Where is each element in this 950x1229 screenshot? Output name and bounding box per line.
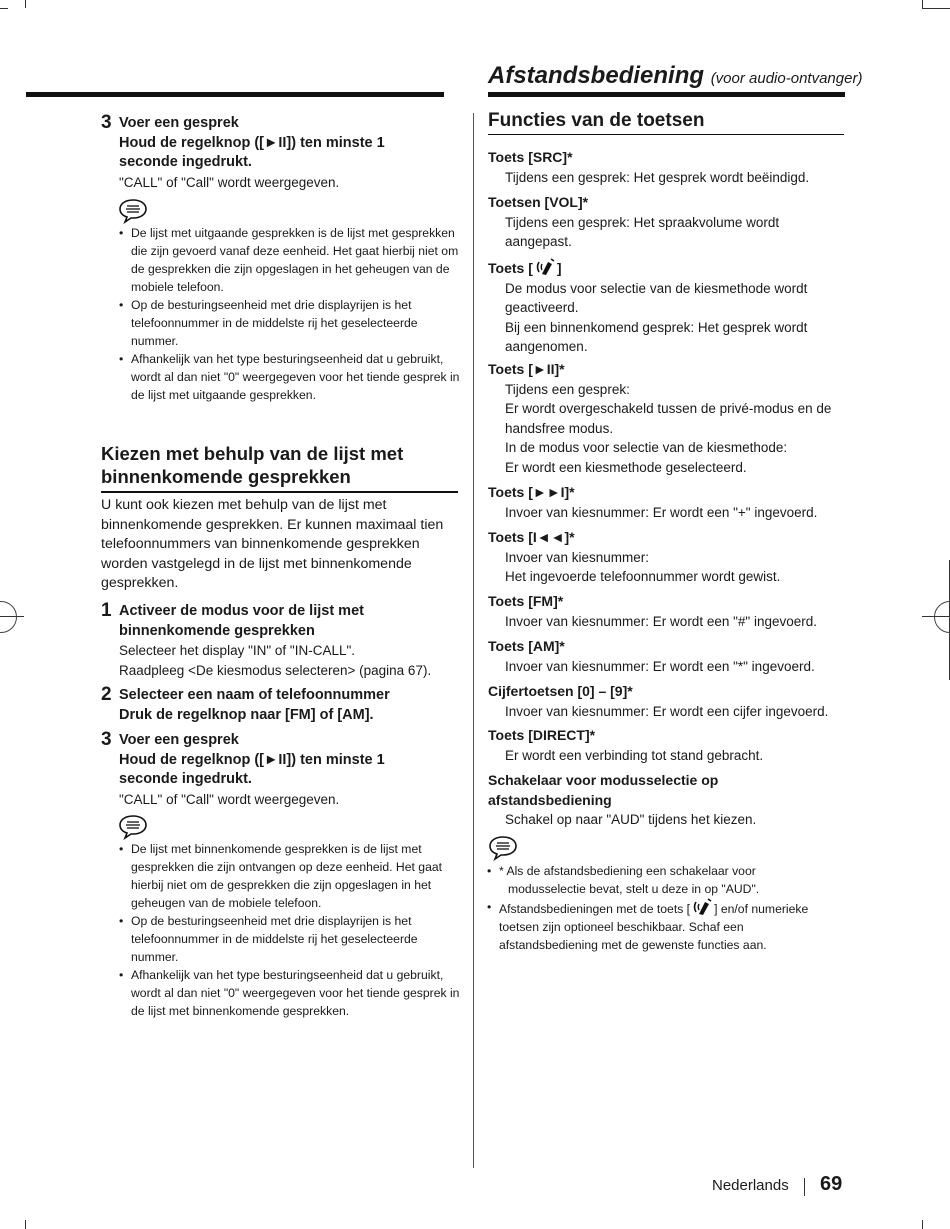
header-title-text: Afstandsbediening: [488, 62, 705, 89]
function-desc: Invoer van kiesnummer: Er wordt een "+" ingevoerd.: [505, 504, 818, 520]
step-title: Houd de regelknop ([►II]) ten minste 1: [119, 751, 385, 768]
function-desc: Tijdens een gesprek: Het spraakvolume wordt aangepast.: [505, 214, 780, 249]
function-am: [488, 637, 848, 676]
function-label: Toets [I◄◄]*: [488, 529, 575, 545]
step-number: 2: [101, 684, 112, 705]
page-number: 69: [820, 1173, 843, 1195]
function-label: Toets [FM]*: [488, 593, 564, 609]
note-item: • De lijst met binnenkomende gesprekken is de lijst met gesprekken die zijn ontvangen op deze eenheid. Het gaat hierbij niet om de gesprekken die zijn opgeslagen in het geheugen van de mobiele telefoon.: [117, 840, 461, 912]
step-body: "CALL" of "Call" wordt weergegeven.: [119, 791, 340, 807]
function-desc: Invoer van kiesnummer: Er wordt een "*" ingevoerd.: [505, 658, 815, 674]
note-text: Afstandsbedieningen met de toets [: [499, 902, 691, 916]
function-label-pre: Toets [: [488, 260, 533, 276]
function-prev: [488, 528, 848, 587]
note-text: numerieke toetsen zijn optioneel beschikbaar. Schaf een afstandsbediening met de gewenste functies aan.: [499, 902, 809, 952]
function-label: Cijfertoetsen [0] – [9]*: [488, 683, 633, 699]
step-instruction: seconde ingedrukt.: [119, 154, 252, 170]
step-3-top: [101, 114, 461, 192]
functions-title: Functies van de toetsen: [488, 110, 844, 135]
registration-mark: [934, 601, 950, 633]
function-label: Schakelaar voor modusselectie op afstandsbediening: [488, 772, 719, 808]
function-label: [488, 258, 848, 279]
step-title: Druk de regelknop naar [FM] of [AM].: [119, 706, 374, 723]
notes-list-incoming: [117, 840, 461, 1020]
section-title-line: Kiezen met behulp van de lijst met: [101, 443, 404, 464]
header-rule-right: [488, 92, 845, 97]
function-label: Toets [►►I]*: [488, 484, 575, 500]
registration-mark: [0, 601, 17, 633]
column-divider: [473, 113, 474, 1168]
step-title: Voer een gesprek: [119, 115, 239, 131]
crop-mark: [0, 616, 24, 617]
section-title-line: binnenkomende gesprekken: [101, 466, 351, 487]
step-3: [101, 731, 461, 809]
section-intro: U kunt ook kiezen met behulp van de lijst met binnenkomende gesprekken. Er kunnen maximaal tien telefoonnummers van binnenkomende gesprekken worden vastgelegd in de lijst met binnenkomende gesprekken.: [101, 497, 444, 591]
note-item: [485, 898, 845, 954]
footer-separator: [804, 1178, 805, 1196]
function-label: Toets [SRC]*: [488, 149, 573, 165]
function-desc: Invoer van kiesnummer: Er wordt een "#" ingevoerd.: [505, 613, 817, 629]
footer-language: Nederlands: [712, 1177, 789, 1194]
step-instruction: Houd de regelknop ([►II]) ten minste 1: [119, 134, 385, 151]
note-icon: [488, 835, 518, 861]
note-item: • Afhankelijk van het type besturingseenheid dat u gebruikt, wordt al dan niet "0" weergegeven voor het tiende gesprek in de lijst met binnenkomende gesprekken.: [117, 966, 461, 1020]
function-label-post: ]: [556, 260, 562, 276]
function-label: Toetsen [VOL]*: [488, 194, 589, 210]
phone-icon: [690, 898, 714, 916]
function-label: Toets [AM]*: [488, 638, 565, 654]
function-fm: [488, 592, 848, 631]
function-desc: Tijdens een gesprek: Het gesprek wordt beëindigd.: [505, 169, 810, 185]
note-item: [485, 862, 845, 898]
crop-mark: [922, 0, 923, 8]
note-icon: [118, 814, 148, 840]
crop-mark: [0, 8, 8, 9]
page-header-title: [488, 62, 862, 90]
step-1: [101, 602, 461, 680]
function-label: Toets [►II]*: [488, 361, 565, 377]
note-item: • Afhankelijk van het type besturingseenheid dat u gebruikt, wordt al dan niet "0" weergegeven voor het tiende gesprek in de lijst met uitgaande gesprekken.: [117, 350, 461, 404]
crop-mark: [922, 616, 950, 617]
crop-mark: [922, 8, 950, 9]
step-body: Raadpleeg <De kiesmodus selecteren> (pagina 67).: [119, 662, 432, 678]
note-line: • * Als de afstandsbediening een schakelaar voor: [499, 864, 756, 878]
crop-mark: [25, 1220, 26, 1229]
step-number: 3: [101, 729, 112, 750]
note-item: • De lijst met uitgaande gesprekken is de lijst met gesprekken die zijn gevoerd vanaf deze eenheid. Het gaat hierbij niet om de gesprekken die zijn opgeslagen in het geheugen van de mobiele telefoon.: [117, 224, 461, 296]
function-desc: Schakel op naar "AUD" tijdens het kiezen.: [505, 812, 757, 827]
note-icon: [118, 198, 148, 224]
step-number: 1: [101, 600, 112, 621]
step-title: Selecteer een naam of telefoonnummer: [119, 687, 390, 703]
function-desc: Tijdens een gesprek: Er wordt overgeschakeld tussen de privé-modus en de handsfree modus. In de modus voor selectie van de kiesmethode: Er wordt een kiesmethode geselecteerd.: [505, 381, 832, 475]
function-desc: Er wordt een verbinding tot stand gebracht.: [505, 747, 764, 763]
step-2: [101, 686, 461, 725]
notes-list-remote: [485, 862, 845, 954]
header-subtitle: (voor audio-ontvanger): [710, 70, 863, 87]
function-vol: [488, 193, 848, 252]
step-result: "CALL" of "Call" wordt weergegeven.: [119, 174, 340, 190]
note-item: • Op de besturingseenheid met drie displayrijen is het telefoonnummer in de middelste rij het geselecteerde nummer.: [117, 912, 461, 966]
function-direct: [488, 726, 848, 765]
function-mode-switch: [488, 771, 848, 830]
note-text: ] en/of: [714, 902, 748, 916]
section-title: [101, 442, 458, 493]
function-label: Toets [DIRECT]*: [488, 727, 596, 743]
crop-mark: [922, 1220, 923, 1229]
function-digits: [488, 682, 848, 721]
function-desc: Invoer van kiesnummer: Er wordt een cijfer ingevoerd.: [505, 703, 829, 719]
step-title: binnenkomende gesprekken: [119, 622, 315, 639]
function-phone: [488, 258, 848, 357]
function-desc: De modus voor selectie van de kiesmethode wordt geactiveerd. Bij een binnenkomend gesprek: Het gesprek wordt aangenomen.: [505, 280, 808, 354]
header-rule-left: [26, 92, 444, 97]
step-body: Selecteer het display "IN" of "IN-CALL".: [119, 643, 356, 658]
crop-mark: [25, 0, 26, 8]
note-item: • Op de besturingseenheid met drie displayrijen is het telefoonnummer in de middelste rij het geselecteerde nummer.: [117, 296, 461, 350]
function-play-pause: [488, 360, 848, 477]
note-line: modusselectie bevat, stelt u deze in op "AUD".: [508, 882, 760, 896]
step-number: 3: [101, 112, 112, 133]
function-next: [488, 483, 848, 522]
notes-list-outgoing: [117, 224, 461, 404]
phone-icon: [533, 258, 557, 276]
step-title: Activeer de modus voor de lijst met: [119, 603, 364, 619]
function-desc: Invoer van kiesnummer: Het ingevoerde telefoonnummer wordt gewist.: [505, 549, 781, 584]
function-src: [488, 148, 848, 187]
step-title: Voer een gesprek: [119, 732, 239, 748]
step-title: seconde ingedrukt.: [119, 771, 252, 787]
